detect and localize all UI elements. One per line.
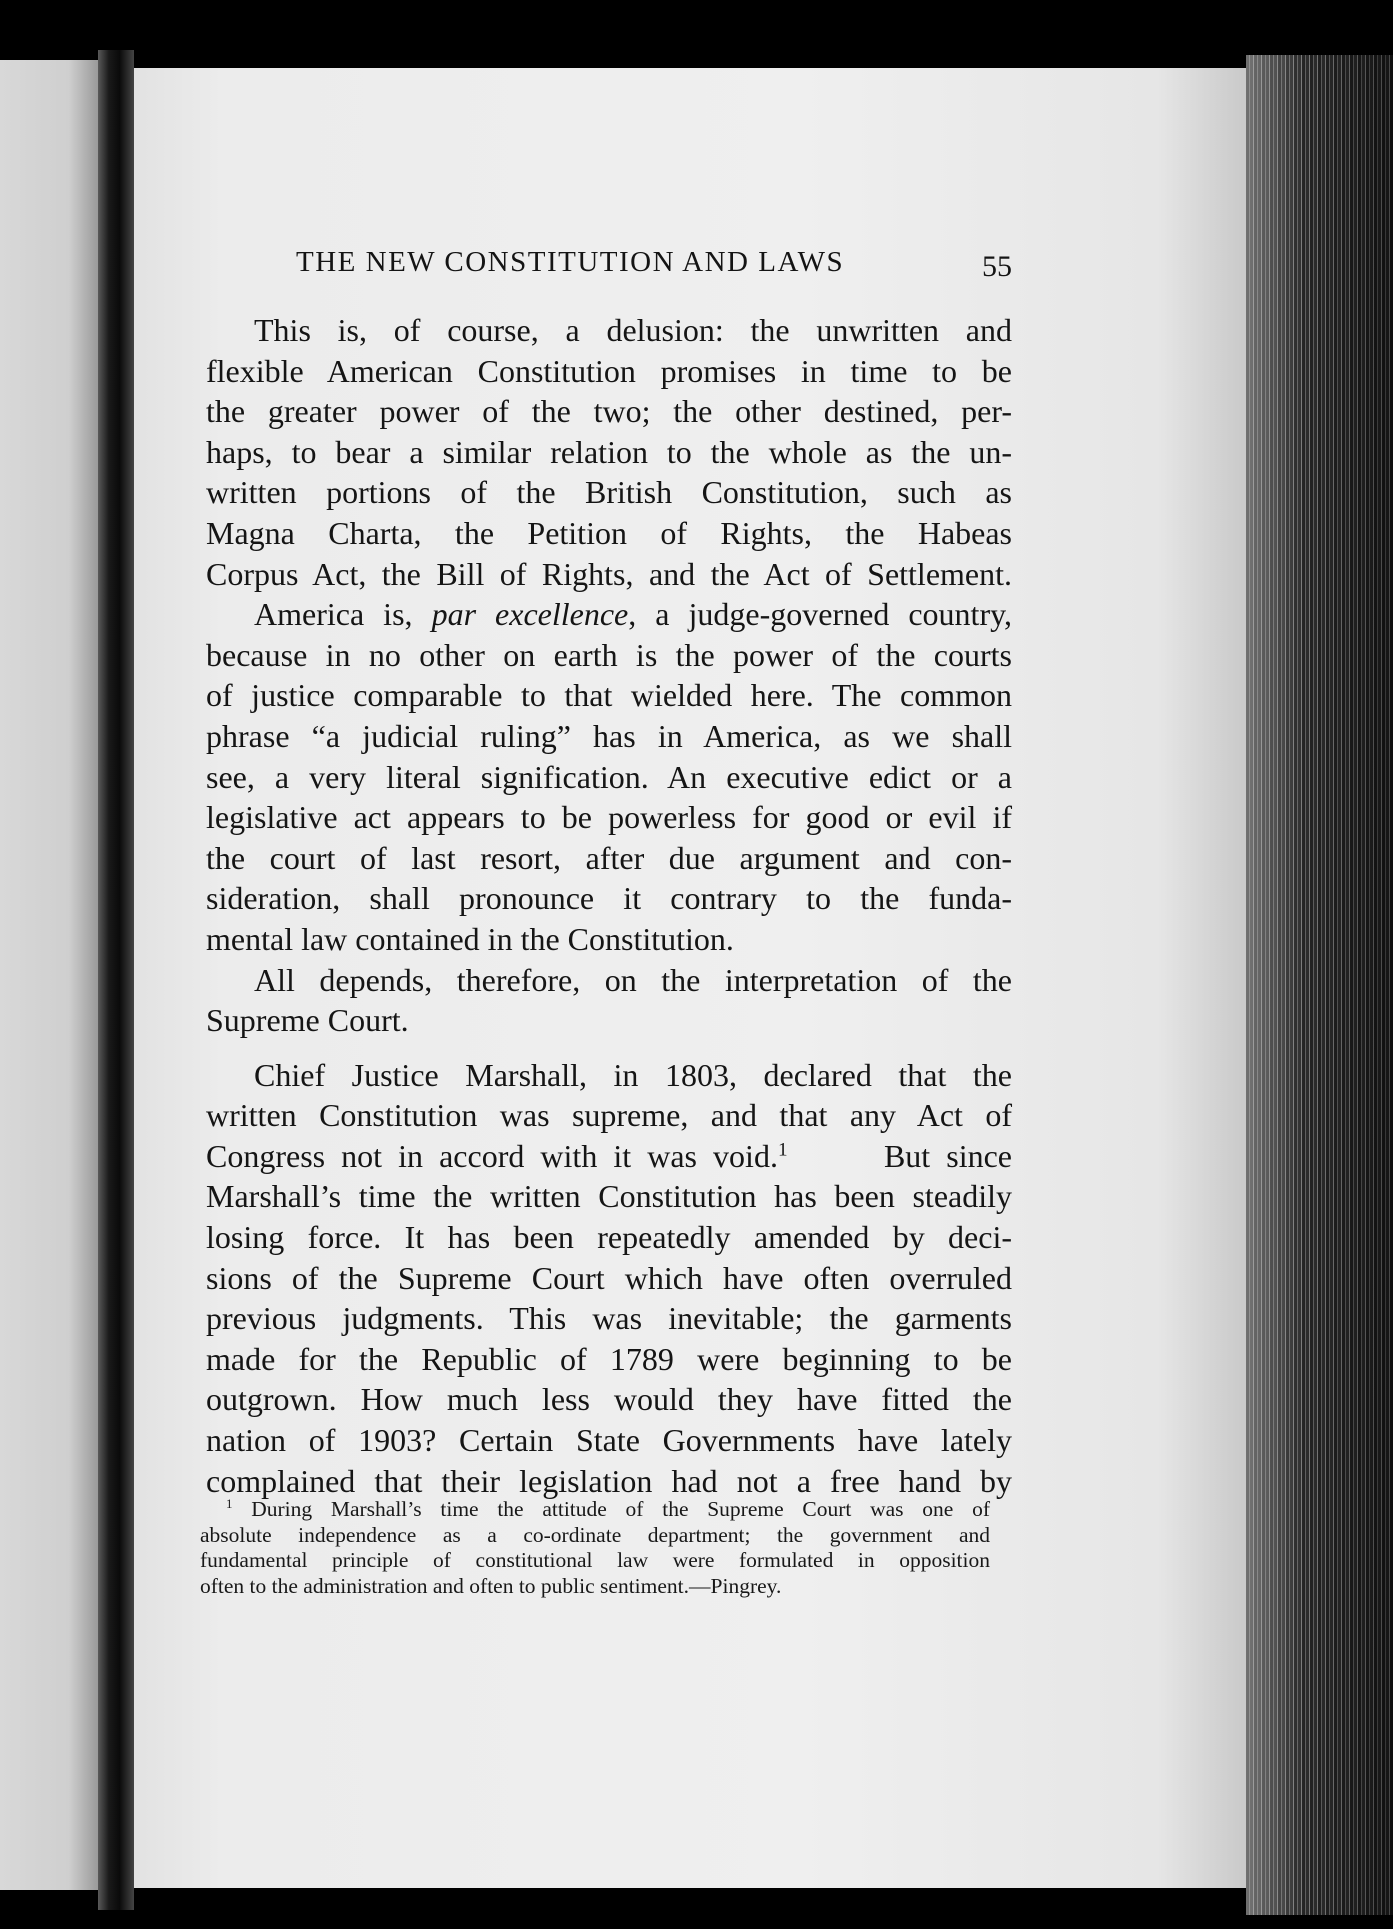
running-head: THE NEW CONSTITUTION AND LAWS xyxy=(296,246,845,278)
text-line: previous judgments. This was inevitable; the garments xyxy=(206,1300,1012,1337)
text-line: This is, of course, a delusion: the unwritten and xyxy=(254,312,1012,348)
text-line: haps, to bear a similar relation to the whole as the un- xyxy=(206,433,1012,470)
text-line: the court of last resort, after due argument and con- xyxy=(206,839,1012,876)
facing-page-edge xyxy=(0,60,98,1890)
text-line: made for the Republic of 1789 were beginning to be xyxy=(206,1340,1012,1377)
footnote-line: fundamental principle of constitutional law were formulated in opposition xyxy=(200,1548,990,1572)
text-line: Marshall’s time the written Constitution has been steadily xyxy=(206,1178,1012,1215)
text-line: America is, par excellence, a judge-governed country, xyxy=(254,596,1013,633)
text-line: see, a very literal signification. An executive edict or a xyxy=(206,758,1012,795)
body-text xyxy=(206,310,1012,1501)
text-line: Congress not in accord with it was void.$^1$ But since xyxy=(206,1137,1013,1174)
text-line: complained that their legislation had not a free hand by xyxy=(206,1462,1012,1499)
paragraph xyxy=(206,310,1012,594)
text-line: legislative act appears to be powerless for good or evil if xyxy=(206,799,1012,836)
footnote-line: $^1$ During Marshall’s time the attitude of the Supreme Court was one of xyxy=(226,1496,990,1521)
text-line: outgrown. How much less would they have fitted the xyxy=(206,1381,1012,1418)
footnote-mark: 1 xyxy=(226,1496,233,1511)
paragraph xyxy=(206,960,1012,1041)
text-line: Supreme Court. xyxy=(206,1002,409,1039)
text-line: the greater power of the two; the other destined, per- xyxy=(206,393,1012,430)
paragraph xyxy=(206,1055,1012,1502)
text-line: sions of the Supreme Court which have often overruled xyxy=(206,1259,1012,1296)
text-line: All depends, therefore, on the interpretation of the xyxy=(254,961,1012,998)
text-line: flexible American Constitution promises in time to be xyxy=(206,352,1012,389)
footnote-line: absolute independence as a co-ordinate department; the government and xyxy=(200,1522,990,1547)
footnote-reference[interactable]: 1 xyxy=(777,1139,788,1161)
text-line: because in no other on earth is the power of the courts xyxy=(206,636,1012,673)
text-line: Corpus Act, the Bill of Rights, and the Act of Settlement. xyxy=(206,555,1012,592)
page-number: 55 xyxy=(982,250,1012,283)
book-gutter xyxy=(98,50,134,1910)
text-line: Magna Charta, the Petition of Rights, the Habeas xyxy=(206,514,1012,551)
footnote-line: often to the administration and often to public sentiment.—Pingrey. xyxy=(200,1573,782,1598)
text-line: of justice comparable to that wielded here. The common xyxy=(206,677,1012,714)
paragraph xyxy=(206,594,1012,959)
text-line: nation of 1903? Certain State Governments have lately xyxy=(206,1422,1012,1459)
text-line: losing force. It has been repeatedly amended by deci- xyxy=(206,1219,1012,1256)
footnote xyxy=(200,1497,990,1599)
italic-phrase: par excellence xyxy=(431,596,629,633)
text-line: written portions of the British Constitution, such as xyxy=(206,474,1012,511)
text-line: phrase “a judicial ruling” has in America, as we shall xyxy=(206,717,1012,754)
text-line: sideration, shall pronounce it contrary to the funda- xyxy=(206,880,1012,917)
text-line: mental law contained in the Constitution. xyxy=(206,920,734,957)
text-line: Chief Justice Marshall, in 1803, declared that the xyxy=(254,1056,1012,1093)
text-line: written Constitution was supreme, and that any Act of xyxy=(206,1097,1012,1134)
